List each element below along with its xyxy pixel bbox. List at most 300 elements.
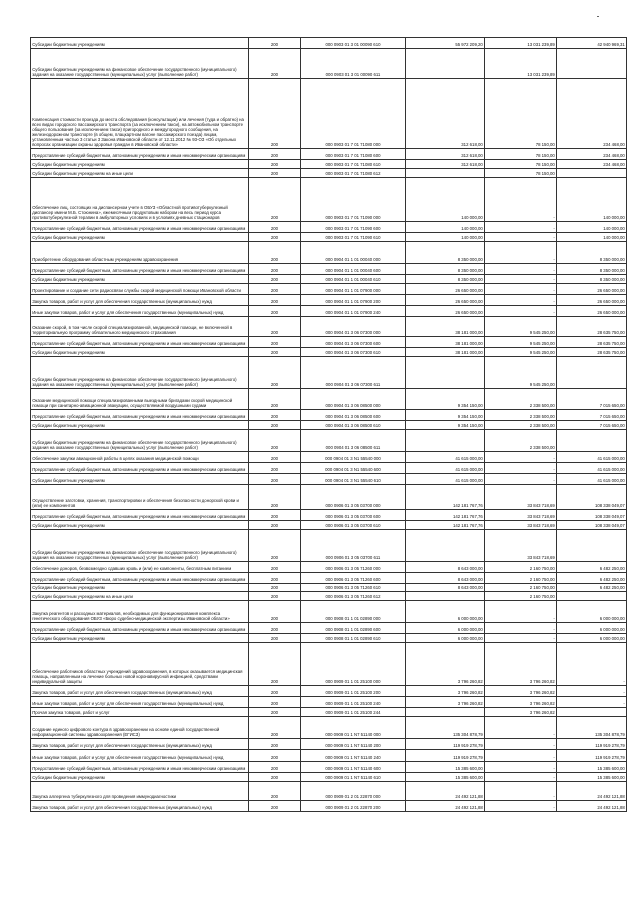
row-name: Субсидии бюджетным учреждениям на иные цели [31,592,249,601]
row-kbk: 000 0909 01 1 01 25100 240 [301,697,406,708]
row-kbk: 000 0909 01 1 N7 51140 600 [301,762,406,773]
table-row [31,389,627,410]
row-remaining: 8 350 000,00 [557,264,627,275]
row-remaining: 8 350 000,00 [557,242,627,264]
row-name: Прочая закупка товаров, работ и услуг [31,708,249,717]
row-executed: - [485,801,557,812]
row-code: 200 [249,421,301,430]
row-approved [406,169,485,178]
row-code: 200 [249,521,301,530]
row-name: Предоставление субсидий бюджетным, автономным учреждениям и иным некоммерческим организациям [31,410,249,421]
row-name: Субсидии бюджетным учреждениям на финансовое обеспечение государственного (муниципального) задания на оказание государственных (муниципальных) услуг (выполнение работ) [31,357,249,389]
row-approved: 8 643 000,00 [406,584,485,592]
row-executed: - [485,264,557,275]
row-code: 200 [249,708,301,717]
row-approved [406,430,485,452]
row-approved: 312 618,00 [406,160,485,169]
table-row [31,697,627,708]
table-row [31,717,627,739]
row-executed: 2 338 500,00 [485,389,557,410]
row-executed: 3 796 260,82 [485,686,557,697]
row-executed: 2 160 750,00 [485,584,557,592]
row-approved: 6 000 000,00 [406,601,485,623]
row-approved: 24 492 121,88 [406,801,485,812]
row-remaining: 7 015 650,00 [557,389,627,410]
row-code: 200 [249,573,301,584]
row-kbk: 000 0904 01 3 06 07300 610 [301,348,406,357]
row-name: Обеспечение доноров, безвозмездно сдавших кровь и (или) ее компоненты, бесплатным питанием [31,562,249,573]
row-kbk: 000 0903 01 7 01 71090 610 [301,233,406,242]
table-row [31,242,627,264]
row-remaining: 41 615 000,00 [557,463,627,474]
row-name: Создание единого цифрового контура в здравоохранении на основе единой государственной информационной системы здравоохранения (ЕГИСЗ) [31,717,249,739]
row-executed: 33 843 718,69 [485,521,557,530]
row-executed: 2 338 500,00 [485,410,557,421]
row-approved: 312 618,00 [406,149,485,160]
row-executed: - [485,284,557,295]
table-row [31,284,627,295]
row-name: Компенсация стоимости проезда до места обследования (консультации) или лечения (туда и обратно) на всех видах городского пассажирского транспорта (за исключением такси), на автомобильном транспорте общего пользования (за исключением такси) пригородного и междугородного сообщения, на железнодорожном транспорте (в общем, плацкартном вагоне пассажирского поезда) лицам, установленным частью 3 статьи 3 Закона Ивановской области от 12.11.2012 № 93-ОЗ «Об отдельных вопросах организации охраны здоровья граждан в Ивановской области» [31,79,249,149]
row-name: Субсидии бюджетным учреждениям на финансовое обеспечение государственного (муниципального) задания на оказание государственных (муниципальных) услуг (выполнение работ) [31,530,249,562]
row-executed: - [485,178,557,222]
row-name: Оказание скорой, в том числе скорой специализированной, медицинской помощи, не включенной в территориальную программу обязательного медицинского страхования [31,317,249,337]
row-name: Закупка реагентов и расходных материалов, необходимых для функционирования комплекса генетического оборудования ОБУЗ «Бюро судебно-медицинской экспертизы Ивановской области» [31,601,249,623]
row-remaining: 6 482 250,00 [557,584,627,592]
row-executed: 33 843 718,69 [485,530,557,562]
row-approved: 6 000 000,00 [406,634,485,643]
row-name: Субсидии бюджетным учреждениям на иные цели [31,169,249,178]
row-executed: - [485,739,557,750]
table-row [31,178,627,222]
row-kbk: 000 0903 01 7 01 71080 600 [301,149,406,160]
row-approved: 140 000,00 [406,233,485,242]
row-name: Проектирование и создание сети радиосвязи службы скорой медицинской помощи Ивановской области [31,284,249,295]
row-code: 200 [249,264,301,275]
row-code: 200 [249,284,301,295]
table-row [31,149,627,160]
table-row [31,510,627,521]
row-executed: 13 031 239,89 [485,38,557,49]
row-name: Иные закупки товаров, работ и услуг для обеспечения государственных (муниципальных) нужд [31,306,249,317]
row-executed: - [485,463,557,474]
row-kbk: 000 0904 01 1 01 00040 600 [301,264,406,275]
table-row [31,295,627,306]
row-kbk: 000 0903 01 7 01 71080 612 [301,169,406,178]
row-kbk: 000 0906 01 3 05 71260 610 [301,584,406,592]
table-row [31,573,627,584]
row-kbk: 000 0909 01 1 N7 51140 200 [301,739,406,750]
row-approved: 41 615 000,00 [406,463,485,474]
table-row [31,485,627,510]
row-name: Предоставление субсидий бюджетным, автономным учреждениям и иным некоммерческим организациям [31,463,249,474]
row-executed: - [485,601,557,623]
table-row [31,762,627,773]
row-executed: - [485,717,557,739]
table-row [31,601,627,623]
table-row [31,592,627,601]
row-kbk: 000 0909 01 1 01 25100 000 [301,643,406,686]
row-remaining: 26 650 000,00 [557,306,627,317]
row-approved: 8 350 000,00 [406,264,485,275]
row-executed: 78 150,00 [485,169,557,178]
row-approved: 8 350 000,00 [406,242,485,264]
row-remaining: 24 492 121,88 [557,801,627,812]
row-kbk: 000 0904 01 3 06 07300 611 [301,357,406,389]
row-executed: - [485,275,557,284]
row-code: 200 [249,782,301,801]
row-code: 200 [249,474,301,485]
row-kbk: 000 0908 01 1 01 02890 610 [301,634,406,643]
table-row [31,634,627,643]
row-code: 200 [249,389,301,410]
row-name: Субсидии бюджетным учреждениям [31,348,249,357]
row-executed: - [485,773,557,782]
row-name: Закупка товаров, работ и услуг для обеспечения государственных (муниципальных) нужд [31,739,249,750]
row-executed: - [485,634,557,643]
row-code: 200 [249,160,301,169]
row-approved: 3 796 260,82 [406,697,485,708]
row-executed: 2 160 750,00 [485,592,557,601]
row-kbk: 000 0906 01 3 05 71260 000 [301,562,406,573]
row-kbk: 000 0908 01 1 01 02890 000 [301,601,406,623]
row-approved: 3 796 260,82 [406,686,485,697]
row-remaining: 26 650 000,00 [557,295,627,306]
table-row [31,160,627,169]
row-approved: 140 000,00 [406,178,485,222]
table-row [31,233,627,242]
row-code: 200 [249,348,301,357]
row-remaining [557,530,627,562]
row-kbk: 000 0904 01 1 01 00040 610 [301,275,406,284]
row-approved [406,592,485,601]
budget-report-sheet [30,37,626,812]
row-executed: 3 796 260,82 [485,708,557,717]
row-kbk: 000 0904 01 1 01 07900 000 [301,284,406,295]
row-kbk: 000 0903 01 7 01 71090 000 [301,178,406,222]
row-remaining: 119 919 278,79 [557,739,627,750]
table-row [31,357,627,389]
row-code: 200 [249,762,301,773]
row-remaining: 6 482 250,00 [557,562,627,573]
row-approved: 140 000,00 [406,222,485,233]
row-approved: 119 919 278,79 [406,750,485,762]
row-remaining: 135 304 878,79 [557,717,627,739]
row-kbk: 000 0909 01 1 01 25100 244 [301,708,406,717]
row-approved: 8 350 000,00 [406,275,485,284]
row-remaining: 24 492 121,88 [557,782,627,801]
row-approved [406,49,485,79]
row-code: 200 [249,79,301,149]
row-name: Субсидии бюджетным учреждениям [31,160,249,169]
row-code: 200 [249,169,301,178]
row-executed: 9 545 250,00 [485,357,557,389]
row-kbk: 000 0904 01 1 01 07900 200 [301,295,406,306]
table-row [31,306,627,317]
row-code: 200 [249,697,301,708]
table-row [31,421,627,430]
row-code: 200 [249,485,301,510]
row-remaining: 15 385 600,00 [557,773,627,782]
row-remaining: 6 482 250,00 [557,573,627,584]
row-kbk: 000 0906 01 3 05 03700 611 [301,530,406,562]
row-code: 200 [249,463,301,474]
row-code: 200 [249,149,301,160]
row-kbk: 000 0909 01 2 01 22870 200 [301,801,406,812]
table-row [31,474,627,485]
table-row [31,49,627,79]
row-kbk: 000 0908 01 1 01 02890 600 [301,623,406,634]
row-remaining [557,592,627,601]
row-approved: 312 618,00 [406,79,485,149]
row-executed: 78 150,00 [485,79,557,149]
row-executed: - [485,242,557,264]
row-remaining: 234 468,00 [557,149,627,160]
row-name: Субсидии бюджетным учреждениям на финансовое обеспечение государственного (муниципального) задания на оказание государственных (муниципальных) услуг (выполнение работ) [31,49,249,79]
table-row [31,38,627,49]
row-remaining: 119 919 278,79 [557,750,627,762]
row-name: Предоставление субсидий бюджетным, автономным учреждениям и иным некоммерческим организациям [31,264,249,275]
row-executed: - [485,306,557,317]
row-code: 200 [249,510,301,521]
row-kbk: 000 0904 01 1 01 00040 000 [301,242,406,264]
row-kbk: 000 0906 01 3 05 71260 612 [301,592,406,601]
row-name: Субсидии бюджетным учреждениям [31,233,249,242]
expenditure-table [30,37,627,812]
row-executed: - [485,233,557,242]
row-approved: 15 385 600,00 [406,773,485,782]
row-code: 200 [249,178,301,222]
row-kbk: 000 0906 01 3 05 03700 610 [301,521,406,530]
row-remaining: 7 015 650,00 [557,410,627,421]
table-row [31,521,627,530]
table-row [31,562,627,573]
table-row [31,708,627,717]
row-code: 200 [249,634,301,643]
table-row [31,782,627,801]
row-remaining: 108 338 049,07 [557,485,627,510]
row-approved: 55 972 209,20 [406,38,485,49]
table-row [31,623,627,634]
row-kbk: 000 0904 01 3 06 07300 000 [301,317,406,337]
table-row [31,169,627,178]
row-kbk: 000 0903 01 7 01 71090 600 [301,222,406,233]
row-executed: - [485,222,557,233]
row-remaining: 26 650 000,00 [557,284,627,295]
row-approved: 8 643 000,00 [406,573,485,584]
row-name: Предоставление субсидий бюджетным, автономным учреждениям и иным некоммерческим организациям [31,149,249,160]
row-name: Закупка товаров, работ и услуг для обеспечения государственных (муниципальных) нужд [31,686,249,697]
row-executed: 78 150,00 [485,160,557,169]
row-remaining: 6 000 000,00 [557,634,627,643]
row-approved: 142 181 767,76 [406,485,485,510]
table-row [31,410,627,421]
row-kbk: 000 0909 01 2 01 22870 000 [301,782,406,801]
row-remaining: 140 000,00 [557,222,627,233]
row-code: 200 [249,242,301,264]
row-remaining: 28 635 750,00 [557,348,627,357]
table-row [31,750,627,762]
row-code: 200 [249,38,301,49]
row-code: 200 [249,357,301,389]
row-name: Предоставление субсидий бюджетным, автономным учреждениям и иным некоммерческим организациям [31,222,249,233]
row-remaining: 6 000 000,00 [557,623,627,634]
scan-speck [597,16,599,17]
row-remaining: - [557,643,627,686]
row-code: 200 [249,623,301,634]
row-remaining: 42 940 969,31 [557,38,627,49]
row-kbk: 000 0903 01 7 01 71080 000 [301,79,406,149]
row-executed: - [485,295,557,306]
table-row [31,79,627,149]
row-remaining: 28 635 750,00 [557,337,627,348]
row-executed: 78 150,00 [485,149,557,160]
row-name: Предоставление субсидий бюджетным, автономным учреждениям и иным некоммерческим организациям [31,573,249,584]
row-approved [406,357,485,389]
row-name: Приобретение оборудования областным учреждениям здравоохранения [31,242,249,264]
row-code: 200 [249,306,301,317]
row-executed: - [485,474,557,485]
row-kbk: 000 0904 01 3 N1 55540 000 [301,452,406,463]
row-remaining: 140 000,00 [557,178,627,222]
row-remaining: 140 000,00 [557,233,627,242]
table-row [31,530,627,562]
row-approved [406,708,485,717]
row-remaining [557,708,627,717]
table-row [31,317,627,337]
table-row [31,463,627,474]
row-code: 200 [249,739,301,750]
row-approved [406,530,485,562]
row-approved: 38 181 000,00 [406,317,485,337]
row-kbk: 000 0906 01 3 05 03700 600 [301,510,406,521]
row-approved: 26 650 000,00 [406,295,485,306]
row-approved: 9 354 150,00 [406,410,485,421]
row-name: Обеспечение лиц, состоящих на диспансерном учете в ОБУЗ «Областной противотуберкулезный диспансер имени М.Б. Стоюнина», ежемесячным продуктовым набором на весь период курса противотуберкулезной терапии в амбулаторных условиях и в условиях дневных стационаров [31,178,249,222]
row-remaining: 41 615 000,00 [557,452,627,463]
row-name: Обеспечение работников областных учреждений здравоохранения, в которых оказывается медицинская помощь, направленным на лечение больных новой коронавирусной инфекцией, средствами индивидуальной защиты [31,643,249,686]
row-kbk: 000 0903 01 7 01 71080 610 [301,160,406,169]
table-row [31,275,627,284]
row-code: 200 [249,410,301,421]
row-name: Закупка товаров, работ и услуг для обеспечения государственных (муниципальных) нужд [31,801,249,812]
row-name: Субсидии бюджетным учреждениям [31,275,249,284]
row-kbk: 000 0903 01 3 01 00090 611 [301,49,406,79]
row-executed: 33 843 718,69 [485,510,557,521]
row-approved: 142 181 767,76 [406,521,485,530]
row-code: 200 [249,562,301,573]
row-name: Предоставление субсидий бюджетным, автономным учреждениям и иным некоммерческим организациям [31,762,249,773]
row-remaining [557,49,627,79]
row-executed: 2 338 500,00 [485,430,557,452]
row-code: 200 [249,750,301,762]
row-code: 200 [249,452,301,463]
row-name: Закупка аллергена туберкулезного для проведения иммунодиагностики [31,782,249,801]
row-executed: - [485,762,557,773]
row-name: Иные закупки товаров, работ и услуг для обеспечения государственных (муниципальных) нужд [31,750,249,762]
row-code: 200 [249,530,301,562]
row-kbk: 000 0904 01 3 06 08500 610 [301,421,406,430]
row-kbk: 000 0909 01 1 N7 51140 240 [301,750,406,762]
row-code: 200 [249,584,301,592]
row-executed: 3 796 260,82 [485,697,557,708]
row-code: 200 [249,717,301,739]
row-kbk: 000 0906 01 3 05 03700 000 [301,485,406,510]
row-approved: 9 354 150,00 [406,421,485,430]
row-name: Обеспечение закупки авиационной работы в целях оказания медицинской помощи [31,452,249,463]
row-approved: 24 492 121,88 [406,782,485,801]
row-code: 200 [249,643,301,686]
row-remaining [557,430,627,452]
table-row [31,337,627,348]
row-code: 200 [249,592,301,601]
row-approved: 15 385 600,00 [406,762,485,773]
row-name: Субсидии бюджетным учреждениям [31,421,249,430]
row-executed: - [485,623,557,634]
row-code: 200 [249,337,301,348]
row-remaining: 108 338 049,07 [557,521,627,530]
row-remaining: - [557,697,627,708]
table-row [31,686,627,697]
table-row [31,264,627,275]
table-row [31,773,627,782]
row-code: 200 [249,801,301,812]
row-approved: 3 796 260,82 [406,643,485,686]
row-kbk: 000 0904 01 3 06 08500 600 [301,410,406,421]
row-approved: 41 615 000,00 [406,452,485,463]
row-remaining [557,169,627,178]
row-approved: 26 650 000,00 [406,284,485,295]
table-row [31,739,627,750]
row-approved: 119 919 278,79 [406,739,485,750]
row-approved: 6 000 000,00 [406,623,485,634]
row-name: Субсидии бюджетным учреждениям [31,634,249,643]
row-executed: - [485,782,557,801]
row-remaining: 7 015 650,00 [557,421,627,430]
row-code: 200 [249,275,301,284]
table-row [31,801,627,812]
row-name: Предоставление субсидий бюджетным, автономным учреждениям и иным некоммерческим организациям [31,623,249,634]
row-executed: 9 545 250,00 [485,348,557,357]
table-body [31,38,627,812]
row-remaining: 41 615 000,00 [557,474,627,485]
row-approved: 41 615 000,00 [406,474,485,485]
table-row [31,452,627,463]
row-approved: 142 181 767,76 [406,510,485,521]
row-remaining: 234 468,00 [557,160,627,169]
row-kbk: 000 0906 01 3 05 71260 600 [301,573,406,584]
row-approved: 26 650 000,00 [406,306,485,317]
row-name: Субсидии бюджетным учреждениям [31,38,249,49]
table-row [31,222,627,233]
row-name: Субсидии бюджетным учреждениям [31,773,249,782]
row-executed: 2 160 750,00 [485,562,557,573]
row-kbk: 000 0903 01 3 01 00090 610 [301,38,406,49]
row-remaining: 15 385 600,00 [557,762,627,773]
row-executed: 3 796 260,82 [485,643,557,686]
row-code: 200 [249,686,301,697]
row-code: 200 [249,601,301,623]
row-kbk: 000 0909 01 1 01 25100 200 [301,686,406,697]
row-executed: - [485,452,557,463]
row-approved: 8 643 000,00 [406,562,485,573]
row-name: Субсидии бюджетным учреждениям на финансовое обеспечение государственного (муниципального) задания на оказание государственных (муниципальных) услуг (выполнение работ) [31,430,249,452]
row-kbk: 000 0909 01 1 N7 51140 000 [301,717,406,739]
row-remaining: 8 350 000,00 [557,275,627,284]
row-executed: 9 545 250,00 [485,317,557,337]
row-executed: 13 031 239,89 [485,49,557,79]
row-name: Субсидии бюджетным учреждениям [31,584,249,592]
row-kbk: 000 0909 01 1 N7 51140 610 [301,773,406,782]
